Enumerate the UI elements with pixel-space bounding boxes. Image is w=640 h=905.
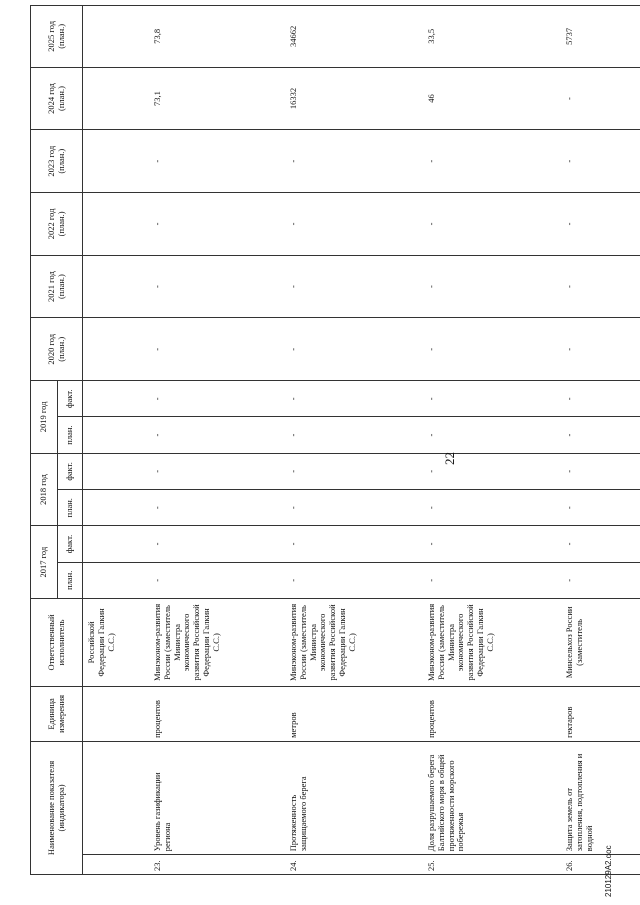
header-2017: 2017 год (31, 526, 58, 599)
value-2022: - (275, 193, 413, 256)
value-2018-plan: - (275, 490, 413, 526)
value-2025: 33,5 (413, 6, 551, 68)
header-2023: 2023 год (план.) (31, 130, 83, 193)
header-2019-fact: факт. (58, 381, 83, 417)
table-row (139, 6, 275, 875)
indicator-executor: Минэконом-развития России (заместитель Министра экономического развития Российской Федерации Галкин С.С.) (139, 598, 275, 686)
indicator-unit: процентов (139, 686, 275, 741)
indicator-unit: процентов (413, 686, 551, 741)
value-2021: - (275, 255, 413, 318)
value-2021: - (551, 255, 640, 318)
value-2020: - (413, 318, 551, 381)
value-2022: - (139, 193, 275, 256)
value-2018-plan: - (413, 490, 551, 526)
row-number: 24. (275, 855, 413, 875)
value-2017-fact: - (275, 526, 413, 562)
value-2023: - (139, 130, 275, 193)
indicator-name: Уровень газификации региона (139, 741, 275, 854)
indicator-executor: Минсельхоз России (заместитель (551, 598, 640, 686)
indicator-unit: метров (275, 686, 413, 741)
indicator-name: Протяженность защищаемого берега (275, 741, 413, 854)
value-2020: - (139, 318, 275, 381)
value-2019-plan: - (139, 417, 275, 453)
value-2017-plan: - (413, 562, 551, 598)
value-2017-plan: - (139, 562, 275, 598)
indicator-name: Доля разрушаемого берега Балтийского моря в общей протяженности морского побережья (413, 741, 551, 854)
continuation-row (83, 6, 140, 875)
value-2021: - (139, 255, 275, 318)
value-2019-fact: - (551, 381, 640, 417)
value-2024: 46 (413, 67, 551, 130)
value-2017-fact: - (139, 526, 275, 562)
value-2020: - (275, 318, 413, 381)
value-2019-fact: - (413, 381, 551, 417)
value-2025: 34662 (275, 6, 413, 68)
value-2024: 73,1 (139, 67, 275, 130)
header-executor: Ответственный исполнитель (31, 598, 83, 686)
value-2025: 73,8 (139, 6, 275, 68)
header-2019: 2019 год (31, 381, 58, 454)
value-2018-plan: - (551, 490, 640, 526)
header-2017-plan: план. (58, 562, 83, 598)
value-2021: - (413, 255, 551, 318)
value-2017-fact: - (413, 526, 551, 562)
value-2024: - (551, 67, 640, 130)
value-2017-plan: - (551, 562, 640, 598)
value-2019-plan: - (413, 417, 551, 453)
header-name: Наименование показателя (индикатора) (31, 741, 83, 874)
header-2018-plan: план. (58, 490, 83, 526)
header-unit: Единица измерения (31, 686, 83, 741)
value-2025: 5737 (551, 6, 640, 68)
value-2022: - (551, 193, 640, 256)
indicator-executor: Минэконом-развития России (заместитель Министра экономического развития Российской Федерации Галкин С.С.) (413, 598, 551, 686)
row-number: 25. (413, 855, 551, 875)
value-2019-fact: - (275, 381, 413, 417)
table-row (413, 6, 551, 875)
value-2023: - (551, 130, 640, 193)
header-2019-plan: план. (58, 417, 83, 453)
header-2025: 2025 год (план.) (31, 6, 83, 68)
table-row (551, 6, 640, 875)
row-number: 26. (551, 855, 640, 875)
value-2019-plan: - (275, 417, 413, 453)
value-2018-fact: - (139, 453, 275, 489)
header-2024: 2024 год (план.) (31, 67, 83, 130)
row-number: 23. (139, 855, 275, 875)
value-2018-fact: - (275, 453, 413, 489)
table-row (275, 6, 413, 875)
value-2019-plan: - (551, 417, 640, 453)
value-2018-fact: - (551, 453, 640, 489)
value-2018-plan: - (139, 490, 275, 526)
header-2017-fact: факт. (58, 526, 83, 562)
header-2018-fact: факт. (58, 453, 83, 489)
header-2018: 2018 год (31, 453, 58, 526)
indicator-unit: гектаров (551, 686, 640, 741)
file-footer: 210129A2.doc (604, 845, 613, 897)
header-row-1 (31, 6, 58, 875)
value-2019-fact: - (139, 381, 275, 417)
value-2017-fact: - (551, 526, 640, 562)
value-2017-plan: - (275, 562, 413, 598)
header-2020: 2020 год (план.) (31, 318, 83, 381)
header-2022: 2022 год (план.) (31, 193, 83, 256)
indicator-name: Защита земель от затопления, подтопления и водной (551, 741, 640, 854)
header-2021: 2021 год (план.) (31, 255, 83, 318)
value-2020: - (551, 318, 640, 381)
value-2023: - (275, 130, 413, 193)
page-number: 22 (442, 452, 457, 465)
continuation-executor: Российской Федерации Галкин С.С.) (83, 598, 140, 686)
value-2023: - (413, 130, 551, 193)
value-2018-fact: - (413, 453, 551, 489)
indicators-table (30, 5, 640, 875)
value-2022: - (413, 193, 551, 256)
value-2024: 16332 (275, 67, 413, 130)
indicator-executor: Минэконом-развития России (заместитель Министра экономического развития Российской Федерации Галкин С.С.) (275, 598, 413, 686)
